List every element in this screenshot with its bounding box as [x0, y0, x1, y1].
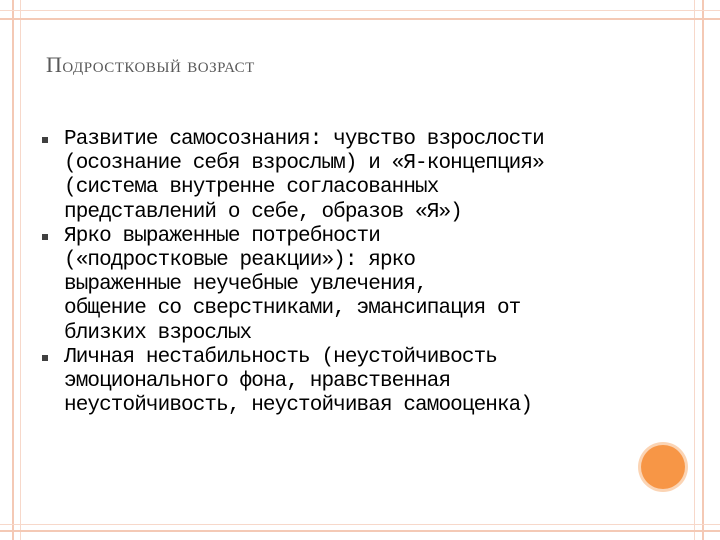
- bullet-list: [42, 128, 662, 418]
- frame-bottom-outer-line: [0, 530, 720, 532]
- bullet-item: [42, 128, 662, 225]
- orange-circle-decoration: [641, 445, 685, 489]
- bullet-text: Личная нестабильность (неустойчивость эмоционального фона, нравственная неустойчивость, неустойчивая самооценка): [64, 345, 533, 418]
- slide-title: Подростковый возраст: [46, 52, 255, 77]
- bullet-text: Развитие самосознания: чувство взрослости (осознание себя взрослым) и «Я-концепция» (система внутренне согласованных представлений о себе, образов «Я»): [64, 128, 544, 224]
- frame-top-inner-line: [0, 18, 720, 20]
- frame-left-outer-line: [12, 0, 14, 540]
- bullet-text: Ярко выраженные потребности («подростковые реакции»): ярко выраженные неучебные увлечения, общение со сверстниками, эмансипация от близких взрослых: [64, 224, 521, 345]
- frame-left-inner-line: [20, 0, 21, 540]
- square-bullet-icon: [42, 137, 48, 143]
- bullet-item: [42, 346, 662, 419]
- square-bullet-icon: [42, 355, 48, 361]
- frame-right-inner-line: [694, 0, 695, 540]
- frame-top-outer-line: [0, 10, 720, 11]
- title-divider: [46, 95, 426, 96]
- frame-bottom-inner-line: [0, 524, 720, 525]
- frame-right-outer-line: [702, 0, 704, 540]
- bullet-item: [42, 225, 662, 346]
- square-bullet-icon: [42, 234, 48, 240]
